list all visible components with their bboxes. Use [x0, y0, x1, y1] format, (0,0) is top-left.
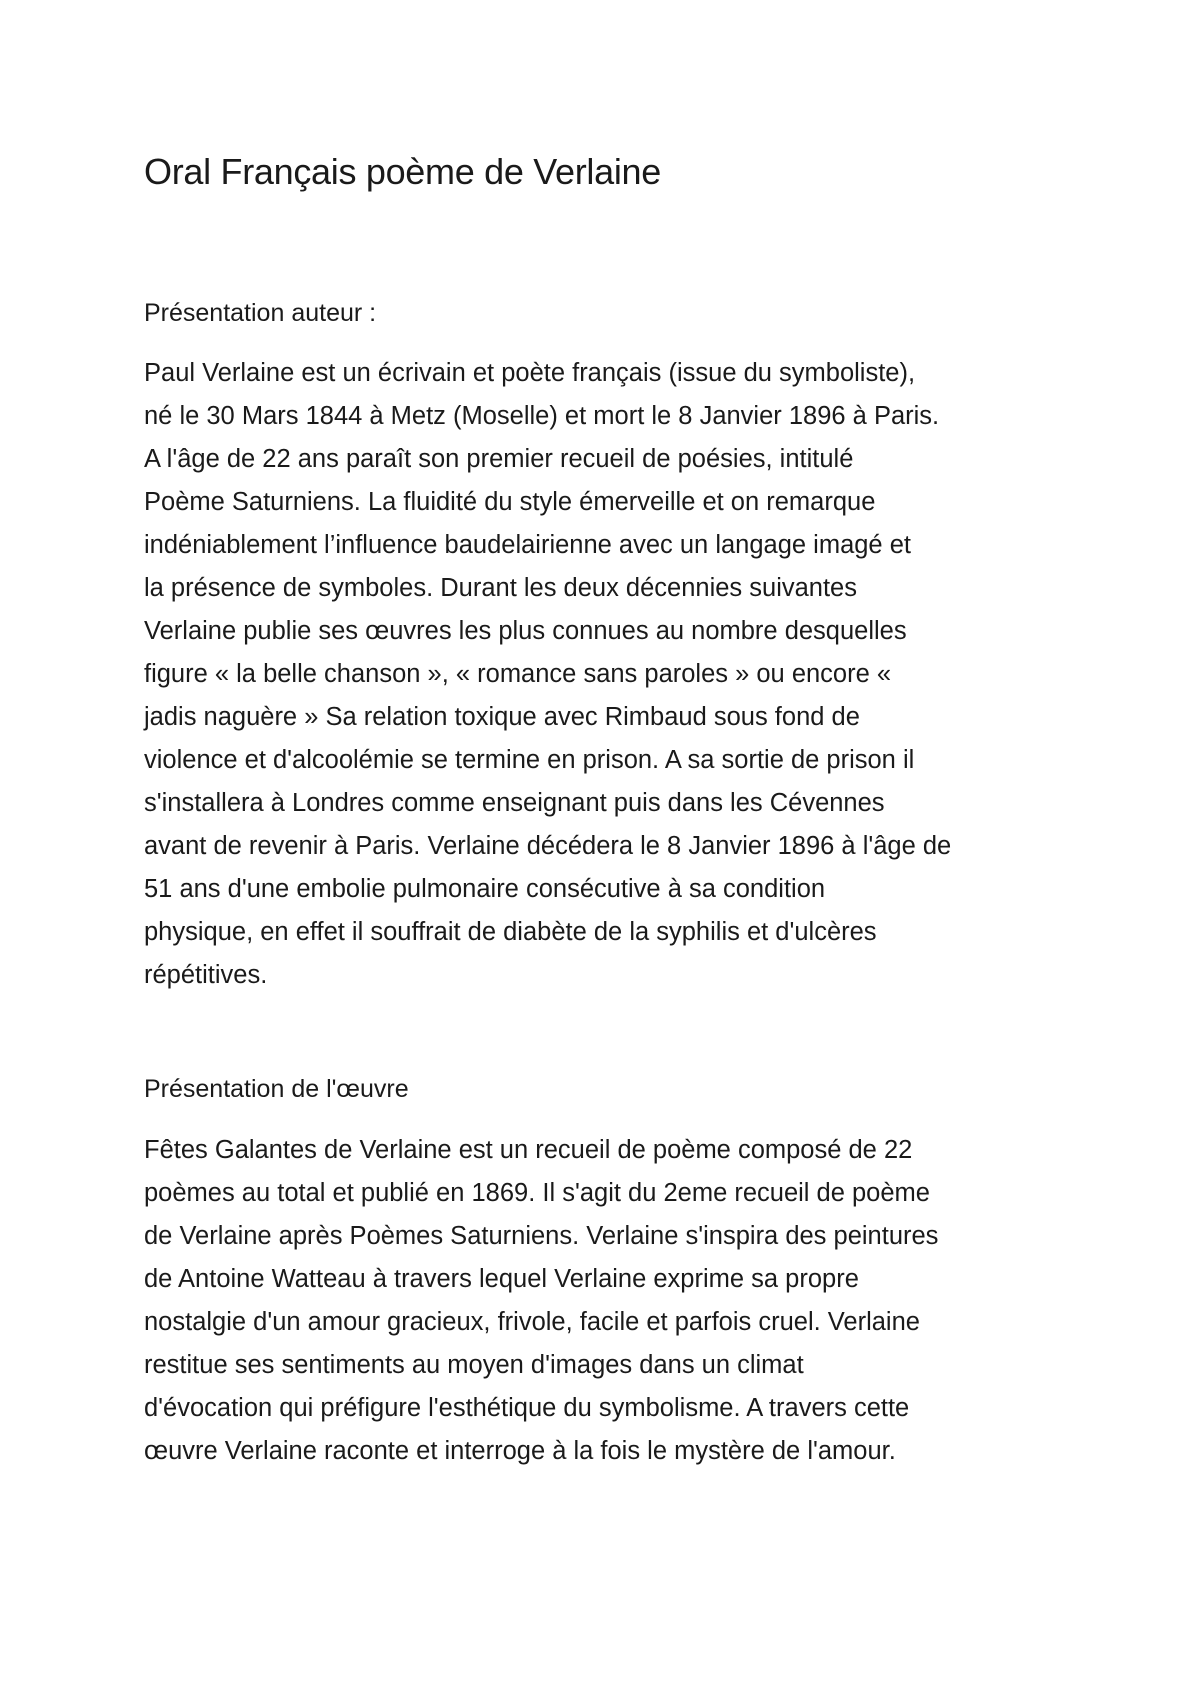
work-paragraph	[144, 1129, 1074, 1473]
paragraph-line: Fêtes Galantes de Verlaine est un recueil de poème composé de 22	[144, 1136, 913, 1164]
author-paragraph	[144, 352, 1074, 997]
section-heading-author: Présentation auteur :	[144, 299, 377, 327]
paragraph-line: avant de revenir à Paris. Verlaine décédera le 8 Janvier 1896 à l'âge de	[144, 832, 952, 860]
paragraph-line: 51 ans d'une embolie pulmonaire consécutive à sa condition	[144, 875, 826, 903]
paragraph-line: Poème Saturniens. La fluidité du style émerveille et on remarque	[144, 488, 876, 516]
paragraph-line: A l'âge de 22 ans paraît son premier recueil de poésies, intitulé	[144, 445, 854, 473]
document-title: Oral Français poème de Verlaine	[144, 151, 661, 192]
paragraph-line: figure « la belle chanson », « romance sans paroles » ou encore «	[144, 660, 892, 688]
paragraph-line: jadis naguère » Sa relation toxique avec Rimbaud sous fond de	[144, 703, 860, 731]
paragraph-line: restitue ses sentiments au moyen d'images dans un climat	[144, 1351, 804, 1379]
paragraph-line: né le 30 Mars 1844 à Metz (Moselle) et mort le 8 Janvier 1896 à Paris.	[144, 402, 940, 430]
paragraph-line: s'installera à Londres comme enseignant puis dans les Cévennes	[144, 789, 885, 817]
paragraph-line: poèmes au total et publié en 1869. Il s'agit du 2eme recueil de poème	[144, 1179, 930, 1207]
paragraph-line: violence et d'alcoolémie se termine en prison. A sa sortie de prison il	[144, 746, 915, 774]
paragraph-line: œuvre Verlaine raconte et interroge à la fois le mystère de l'amour.	[144, 1437, 896, 1465]
paragraph-line: de Verlaine après Poèmes Saturniens. Verlaine s'inspira des peintures	[144, 1222, 939, 1250]
paragraph-line: répétitives.	[144, 961, 268, 989]
paragraph-line: de Antoine Watteau à travers lequel Verlaine exprime sa propre	[144, 1265, 859, 1293]
paragraph-line: d'évocation qui préfigure l'esthétique du symbolisme. A travers cette	[144, 1394, 910, 1422]
paragraph-line: Paul Verlaine est un écrivain et poète français (issue du symboliste),	[144, 359, 916, 387]
paragraph-line: physique, en effet il souffrait de diabète de la syphilis et d'ulcères	[144, 918, 877, 946]
paragraph-line: Verlaine publie ses œuvres les plus connues au nombre desquelles	[144, 617, 907, 645]
paragraph-line: nostalgie d'un amour gracieux, frivole, facile et parfois cruel. Verlaine	[144, 1308, 920, 1336]
paragraph-line: la présence de symboles. Durant les deux décennies suivantes	[144, 574, 857, 602]
paragraph-line: indéniablement l’influence baudelairienne avec un langage imagé et	[144, 531, 911, 559]
section-heading-work: Présentation de l'œuvre	[144, 1075, 409, 1103]
